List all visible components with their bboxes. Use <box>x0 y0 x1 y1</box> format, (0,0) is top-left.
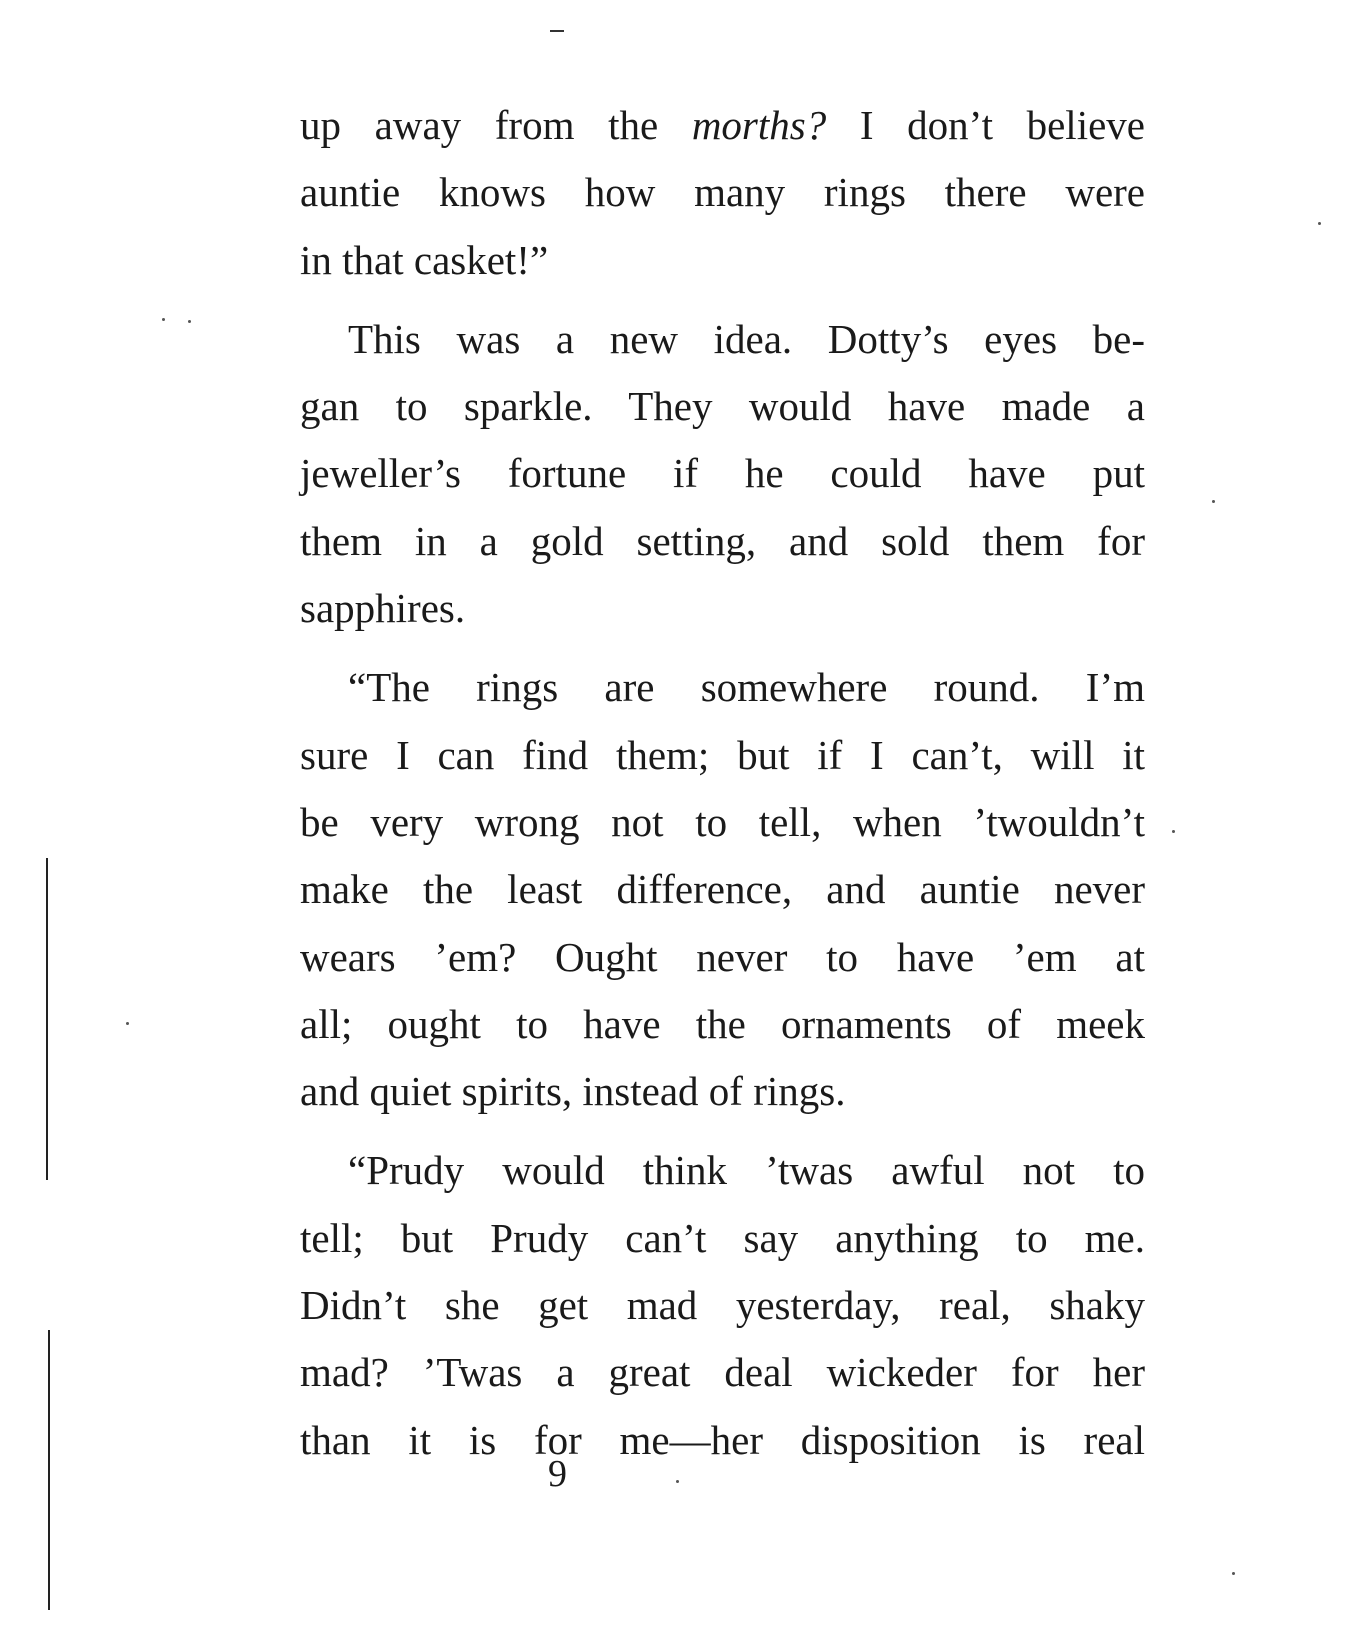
scan-speck <box>1172 830 1175 833</box>
text-line: This was a new idea. Dotty’s eyes be- <box>348 315 1145 362</box>
text-line: up away from the morths? I don’t believe <box>300 102 1145 148</box>
italic-word: morths? <box>691 102 827 148</box>
scan-speck <box>1212 500 1215 503</box>
text-line: Didn’t she get mad yesterday, real, shaky <box>300 1282 1145 1329</box>
text-line: sapphires. <box>300 585 466 632</box>
text-line: be very wrong not to tell, when ’twouldn’t <box>300 798 1145 845</box>
paragraph <box>300 1137 1145 1473</box>
text-line: “The rings are somewhere round. I’m <box>348 664 1145 711</box>
text-line: “Prudy would think ’twas awful not to <box>348 1147 1145 1194</box>
scan-speck <box>188 320 191 323</box>
paragraph <box>300 92 1145 294</box>
scan-speck <box>126 1022 129 1025</box>
text-line: gan to sparkle. They would have made a <box>300 383 1145 430</box>
scan-speck <box>162 318 165 321</box>
top-dash-mark <box>550 30 564 32</box>
text-line: mad? ’Twas a great deal wickeder for her <box>300 1349 1145 1396</box>
text-line: make the least difference, and auntie never <box>300 866 1145 913</box>
scan-speck <box>1318 222 1321 225</box>
text-line: tell; but Prudy can’t say anything to me. <box>300 1214 1145 1261</box>
body-text <box>300 92 1145 1486</box>
paragraph <box>300 654 1145 1125</box>
margin-scan-line <box>46 858 48 1180</box>
page-number: 9 <box>548 1453 567 1495</box>
text-line: wears ’em? Ought never to have ’em at <box>300 933 1145 980</box>
scan-speck <box>1232 1572 1235 1575</box>
text-line: sure I can find them; but if I can’t, will it <box>300 731 1145 778</box>
text-line: and quiet spirits, instead of rings. <box>300 1068 846 1115</box>
text-line: jeweller’s fortune if he could have put <box>300 450 1145 497</box>
text-line: all; ought to have the ornaments of meek <box>300 1000 1145 1047</box>
scan-speck <box>676 1480 679 1483</box>
text-line: them in a gold setting, and sold them for <box>300 517 1145 564</box>
margin-scan-line <box>48 1330 50 1610</box>
text-line: auntie knows how many rings there were <box>300 169 1145 216</box>
text-line: than it is for me—her disposition is real <box>300 1416 1145 1463</box>
text-line: in that casket!” <box>300 236 549 283</box>
paragraph <box>300 306 1145 642</box>
